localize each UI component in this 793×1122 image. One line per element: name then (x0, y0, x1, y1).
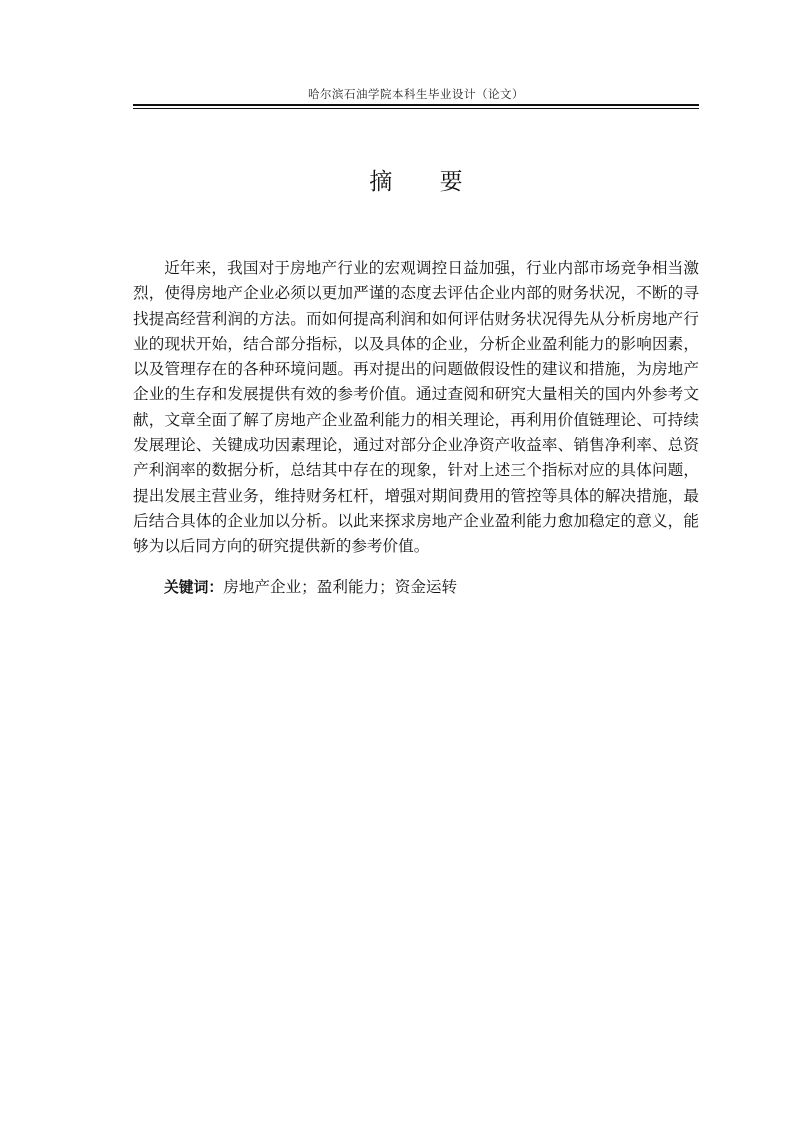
abstract-body: 近年来，我国对于房地产行业的宏观调控日益加强，行业内部市场竞争相当激烈，使得房地产企业必须以更加严谨的态度去评估企业内部的财务状况，不断的寻找提高经营利润的方法。而如何提高利润和如何评估财务状况得先从分析房地产行业的现状开始，结合部分指标，以及具体的企业，分析企业盈利能力的影响因素，以及管理存在的各种环境问题。再对提出的问题做假设性的建议和措施，为房地产企业的生存和发展提供有效的参考价值。通过查阅和研究大量相关的国内外参考文献，文章全面了解了房地产企业盈利能力的相关理论，再利用价值链理论、可持续发展理论、关键成功因素理论，通过对部分企业净资产收益率、销售净利率、总资产利润率的数据分析，总结其中存在的现象，针对上述三个指标对应的具体问题，提出发展主营业务，维持财务杠杆，增强对期间费用的管控等具体的解决措施，最后结合具体的企业加以分析。以此来探求房地产企业盈利能力愈加稳定的意义，能够为以后同方向的研究提供新的参考价值。 (133, 259, 699, 556)
header-divider-thick (133, 104, 699, 106)
keywords-value: 房地产企业；盈利能力；资金运转 (223, 578, 458, 596)
keywords-label: 关键词： (164, 579, 224, 596)
keywords-line (164, 575, 699, 600)
header-divider-thin (133, 108, 699, 109)
abstract-title: 摘 要 (369, 169, 483, 195)
page-header: 哈尔滨石油学院本科生毕业设计（论文） (308, 87, 524, 101)
